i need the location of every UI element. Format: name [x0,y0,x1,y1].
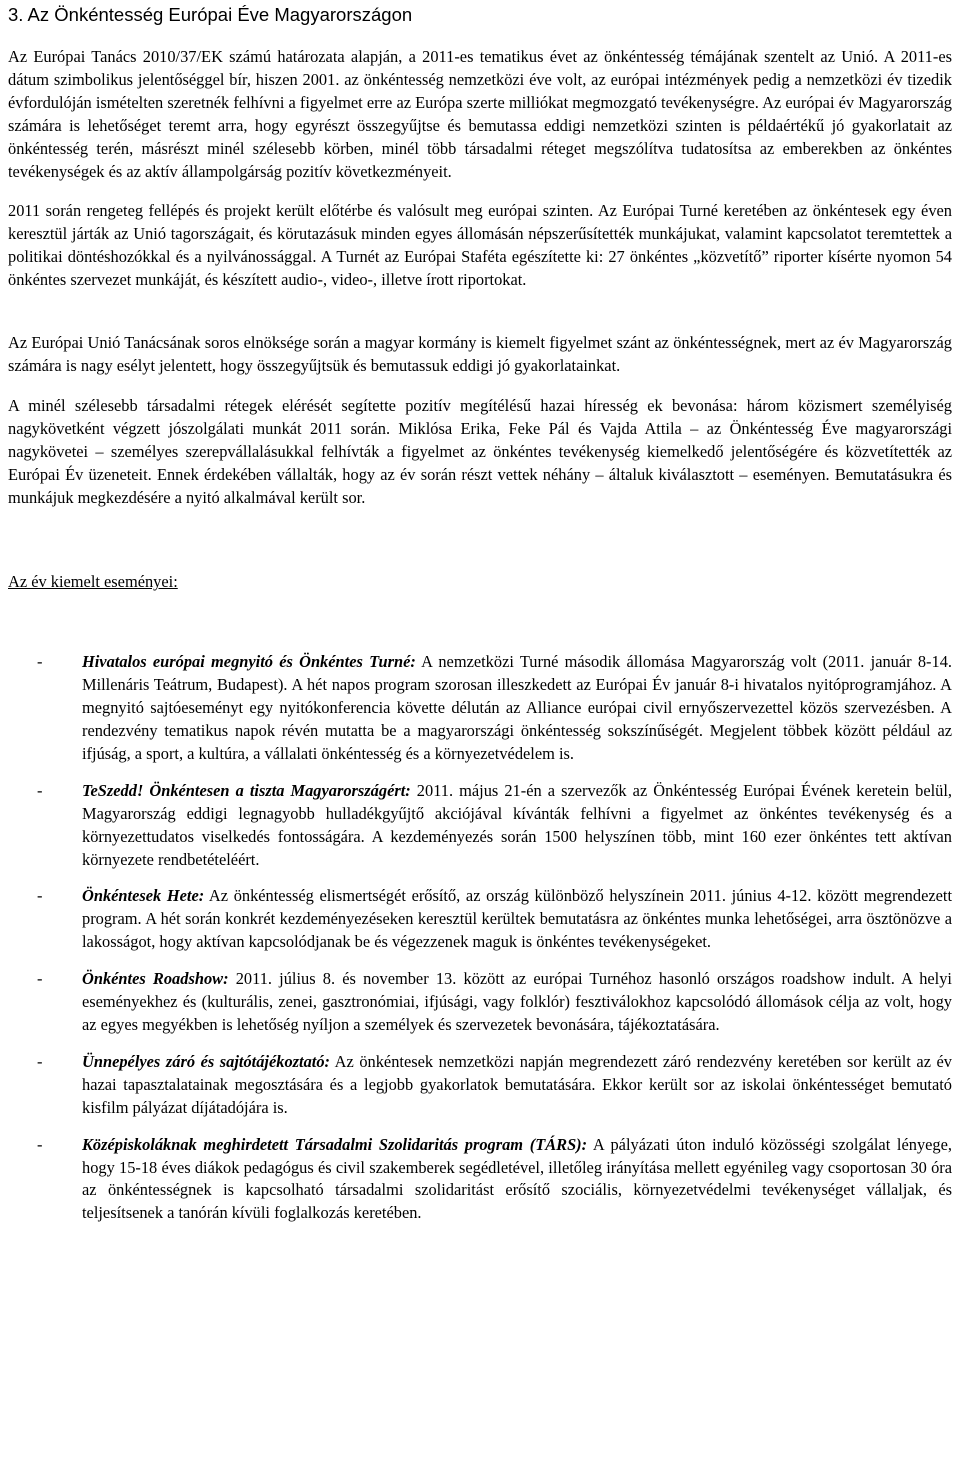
event-text: 2011. július 8. és november 13. között az európai Turnéhoz hasonló országos roadshow indult. A helyi eseményekhez és (kulturális, zenei, gasztronómiai, ifjúsági, vagy folklór) fesztiválokhoz kapcsolódó állomások célja az volt, hogy az egyes megyékben is lehetőség nyíljon a személyek és szervezetek bevonására, tájékoztatására. [82,969,952,1034]
section-heading: 3. Az Önkéntesség Európai Éve Magyarországon [8,4,413,25]
event-title: TeSzedd! Önkéntesen a tiszta Magyarországért: [82,780,411,800]
event-text: 2011. május 21-én a szervezők az Önkéntesség Európai Évének keretein belül, Magyarország eddigi legnagyobb hulladékgyűjtő akciójával kívánták felhívni a figyelmet az önkéntes tevékenység és a környezettudatos viselkedés fontosságára. A kezdeményezés során 1500 helyszínen több, mint 160 ezer önkéntes tett aktívan környezete rendbetételéért. [82,780,952,869]
event-title: Középiskoláknak meghirdetett Társadalmi Szolidaritás program (TÁRS): [82,1134,588,1154]
spacer [8,292,952,332]
list-dash: - [37,1051,43,1071]
list-dash: - [37,1134,43,1154]
event-text: A pályázati úton induló közösségi szolgálat lényege, hogy 15-18 éves diákok pedagógus és civil szakemberek segédletével, illetőleg irányítása mellett egyénileg vagy csoportosan 30 óra az önkéntességnek is kapcsolható társadalmi szolidaritást erősítő szociális, környezetvédelmi tevékenységet vállaljak, és teljesítsenek a tanórán kívüli foglalkozás keretében. [82,1134,952,1223]
spacer [8,509,952,571]
list-item [8,885,952,954]
spacer [8,183,952,200]
list-dash: - [37,886,43,906]
event-title: Önkéntes Roadshow: [82,969,229,989]
event-title: Önkéntesek Hete: [82,886,205,906]
paragraph-ambassadors: A minél szélesebb társadalmi rétegek elérését segítette pozitív megítélésű hazai híresség ek bevonása: három közismert személyiség nagykövetként végzett jószolgálati munkát 2011 során. Miklósa Erika, Feke Pál és Vajda Attila – az Önkéntesség Éve magyarországi nagykövetei – személyes szerepvállalásukkal felhívták a figyelmet az önkéntes tevékenység kiemelkedő jelentőségére és közvetítették az Európai Év üzeneteit. Ennek érdekében vállalták, hogy az év során részt vettek néhány – általuk kiválasztott – eseményen. Bemutatásukra és munkájuk megkezdésére a nyitó alkalmával került sor. [8,395,952,507]
event-title: Hivatalos európai megnyitó és Önkéntes Turné: [82,652,416,672]
spacer [8,594,952,651]
list-item [8,1051,952,1120]
event-text: Az önkéntesek nemzetközi napján megrendezett záró rendezvény keretében sor került az év hazai tapasztalatainak megosztására és a legjobb gyakorlatok bemutatására. Ekkor került sor az iskolai önkéntességet bemutató kisfilm pályázat díjátadójára is. [82,1051,953,1117]
events-heading: Az év kiemelt eseményei: [8,572,178,592]
list-item [8,651,952,766]
event-text: A nemzetközi Turné második állomása Magyarország volt (2011. január 8-14. Millenáris Teátrum, Budapest). A hét napos program szorosan illeszkedett az Európai Év január 8-i hivatalos nyitóprogramjához. A megnyitó sajtóeseményt egy nyitókonferencia követte délután az Alliance európai civil ernyőszervezettel közös szervezésben. A rendezvény tematikus napok révén mutatta be a magyarországi önkéntesség sokszínűségét. Megjelent többek között például az ifjúság, a sport, a kultúra, a vállalati önkéntesség és a környezetvédelem is. [82,652,952,763]
list-dash: - [37,780,43,800]
list-dash: - [37,652,43,672]
event-title: Ünnepélyes záró és sajtótájékoztató: [82,1051,330,1071]
list-item [8,780,952,872]
paragraph-european-projects: 2011 során rengeteg fellépés és projekt került előtérbe és valósult meg európai szinten. Az Európai Turné keretében az önkéntesek egy éven keresztül járták az Unió tagországait, és körutazásuk minden egyes állomásán népszerűsítették munkájukat, valamint kapcsolatot teremtettek a politikai döntéshozókkal és a nyilvánossággal. A Turnét az Európai Staféta egészítette ki: 27 önkéntes „közvetítő” riporter kísérte nyomon 54 önkéntes szervezet munkáját, és készített audio-, video-, illetve írott riportokat. [8,201,952,290]
list-item [8,1134,952,1226]
paragraph-presidency: Az Európai Unió Tanácsának soros elnöksége során a magyar kormány is kiemelt figyelmet szánt az önkéntességnek, mert az év Magyarország számára is nagy esélyt jelentett, hogy összegyűjtsük és bemutassuk eddigi jó gyakorlatainkat. [8,333,952,375]
spacer [8,378,952,395]
paragraph-intro: Az Európai Tanács 2010/37/EK számú határozata alapján, a 2011-es tematikus évet az önkéntesség témájának szentelt az Unió. A 2011-es dátum szimbolikus jelentőséggel bír, hiszen 2001. az önkéntesség nemzetközi éve volt, az európai intézmények pedig a nemzetközi év tizedik évfordulóján ismételten szeretnék felhívni a figyelmet erre az Európa szerte milliókat megmozgató tevékenységre. Az európai év Magyarország számára is lehetőséget teremt arra, hogy egyrészt összegyűjtse és bemutassa eddigi nemzetközi szinten is példaértékű jó gyakorlatait az önkéntesség terén, másrészt minél szélesebb körben, minél több társadalmi réteget megszólítva tudatosítsa az emberekben az önkéntes tevékenységek és az aktív állampolgárság pozitív következményeit. [8,47,952,181]
events-list [8,651,952,1225]
event-text: Az önkéntesség elismertségét erősítő, az ország különböző helyszínein 2011. június 4-12. között megrendezett program. A hét során konkrét kezdeményezéseken keresztül kerültek bemutatásra az önkéntes munka lehetőségei, arra ösztönözve a lakosságot, hogy aktívan kapcsolódjanak be és végezzenek maguk is önkéntes tevékenységeket. [82,886,953,952]
list-dash: - [37,969,43,989]
list-item [8,968,952,1037]
